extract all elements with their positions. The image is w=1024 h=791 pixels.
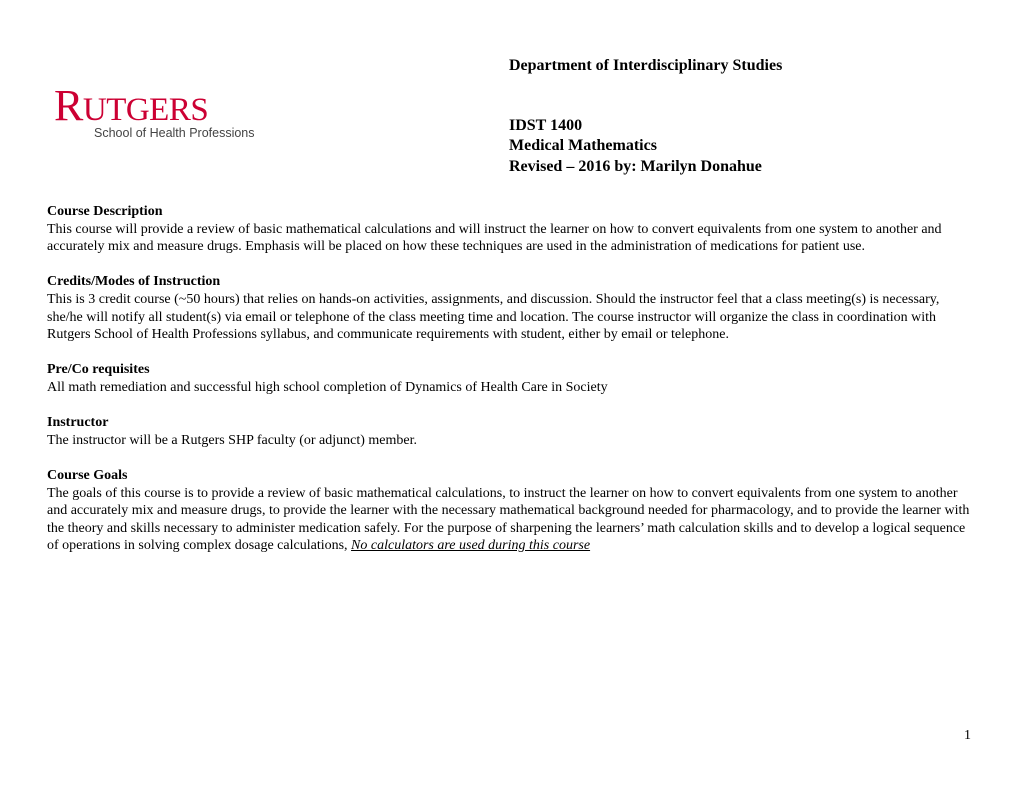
section-body: This is 3 credit course (~50 hours) that relies on hands-on activities, assignments, and discussion. Should the instructor feel that a class meeting(s) is necessary, she/he will notify all student(s) via email or telephone of the class meeting time and location. The course instructor will organize the class in coordination with Rutgers School of Health Professions syllabus, and communicate requirements with student, either by email or telephone. — [47, 291, 940, 343]
logo-wordmark-initial: R — [54, 81, 83, 130]
section-heading: Course Goals — [47, 467, 128, 483]
section-instructor — [47, 414, 977, 449]
logo-wordmark-rest: UTGERS — [82, 92, 209, 128]
revision-info: Revised – 2016 by: Marilyn Donahue — [509, 157, 762, 175]
no-calculators-note: No calculators are used during this course — [351, 538, 591, 554]
section-prerequisites — [47, 361, 977, 396]
page-number: 1 — [964, 728, 971, 743]
section-heading: Pre/Co requisites — [47, 362, 150, 378]
section-body: The instructor will be a Rutgers SHP faculty (or adjunct) member. — [47, 432, 418, 448]
section-course-goals — [47, 467, 977, 555]
section-heading: Instructor — [47, 415, 109, 431]
section-credits — [47, 273, 977, 343]
section-body: This course will provide a review of basic mathematical calculations and will instruct the learner on how to convert equivalents from one system to another and accurately mix and measure drugs. Emphasis will be placed on how these techniques are used in the administration of medications for patient use. — [47, 221, 942, 255]
document-body — [47, 203, 977, 572]
document-header — [509, 56, 989, 177]
section-heading: Course Description — [47, 204, 163, 219]
section-body: The goals of this course is to provide a review of basic mathematical calculations, to instruct the learner on how to convert equivalents from one system to another and accurately mix and measure drugs, to provide the learner with the necessary mathematical background needed for pharmacology, and to provide the learner with the theory and skills necessary to administer medication safely. For the purpose of sharpening the learners’ math calculation skills and to develop a logical sequence of operations in solving complex dosage calculations, — [47, 485, 970, 554]
course-code: IDST 1400 — [509, 116, 583, 134]
course-title: Medical Mathematics — [509, 137, 657, 154]
rutgers-logo — [54, 81, 274, 148]
logo-subtitle: School of Health Professions — [94, 126, 255, 140]
department-name: Department of Interdisciplinary Studies — [509, 57, 783, 74]
section-heading: Credits/Modes of Instruction — [47, 274, 221, 290]
logo-wordmark — [54, 81, 209, 130]
section-course-description — [47, 203, 977, 256]
section-body: All math remediation and successful high school completion of Dynamics of Health Care in Society — [47, 379, 608, 395]
section-body-wrapper — [47, 485, 977, 555]
